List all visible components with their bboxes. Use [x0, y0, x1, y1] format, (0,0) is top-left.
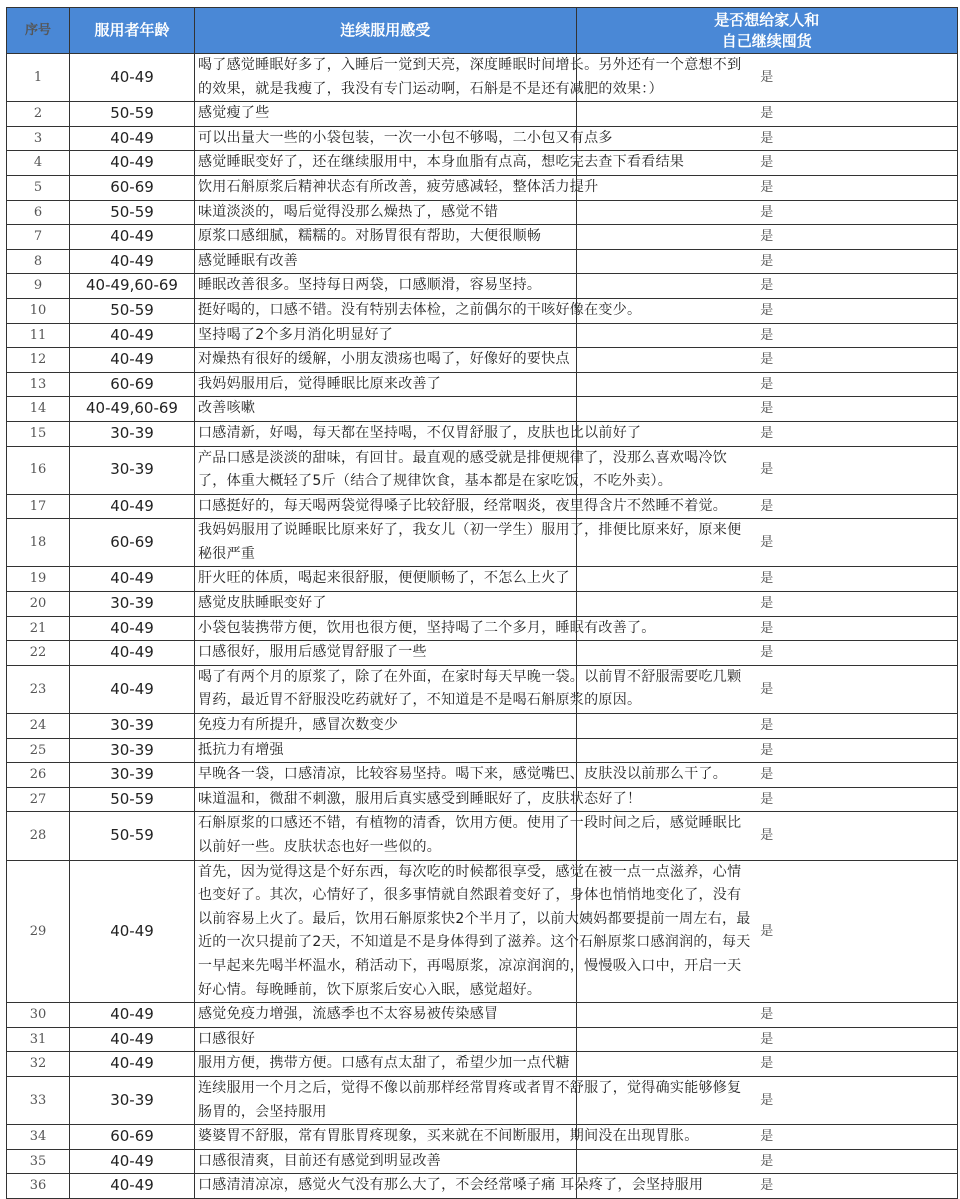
row-age: 50-59	[70, 102, 195, 127]
row-index: 31	[7, 1027, 70, 1052]
row-feedback: 我妈妈服用后，觉得睡眠比原来改善了	[195, 372, 577, 397]
row-age: 60-69	[70, 519, 195, 567]
table-row	[7, 860, 958, 1003]
table-row	[7, 519, 958, 567]
row-index: 2	[7, 102, 70, 127]
table-row	[7, 665, 958, 713]
row-age: 40-49	[70, 151, 195, 176]
row-feedback: 原浆口感细腻，糯糯的。对肠胃很有帮助，大便很顺畅	[195, 225, 577, 250]
row-repurchase: 是	[576, 860, 958, 1003]
table-row	[7, 54, 958, 102]
table-row	[7, 787, 958, 812]
table-row	[7, 812, 958, 860]
row-index: 4	[7, 151, 70, 176]
row-repurchase: 是	[576, 519, 958, 567]
row-feedback: 口感很好	[195, 1027, 577, 1052]
row-feedback: 感觉皮肤睡眠变好了	[195, 592, 577, 617]
table-row	[7, 641, 958, 666]
header-feedback: 连续服用感受	[195, 8, 577, 54]
row-index: 28	[7, 812, 70, 860]
row-age: 40-49	[70, 860, 195, 1003]
row-feedback: 坚持喝了2个多月消化明显好了	[195, 323, 577, 348]
row-age: 30-39	[70, 446, 195, 494]
row-feedback: 可以出量大一些的小袋包装，一次一小包不够喝，二小包又有点多	[195, 126, 577, 151]
row-age: 30-39	[70, 738, 195, 763]
row-feedback: 早晚各一袋，口感清凉，比较容易坚持。喝下来，感觉嘴巴、皮肤没以前那么干了。	[195, 763, 577, 788]
row-feedback: 感觉睡眠变好了，还在继续服用中，本身血脂有点高，想吃完去查下看看结果	[195, 151, 577, 176]
row-repurchase: 是	[576, 397, 958, 422]
row-index: 22	[7, 641, 70, 666]
row-feedback: 我妈妈服用了说睡眠比原来好了，我女儿（初一学生）服用了，排便比原来好，原来便 秘很严重	[195, 519, 577, 567]
table-row	[7, 274, 958, 299]
row-repurchase: 是	[576, 200, 958, 225]
row-age: 50-59	[70, 200, 195, 225]
header-index: 序号	[7, 8, 70, 54]
row-index: 12	[7, 348, 70, 373]
row-index: 20	[7, 592, 70, 617]
header-age: 服用者年龄	[70, 8, 195, 54]
row-index: 14	[7, 397, 70, 422]
row-feedback: 口感清新，好喝，每天都在坚持喝，不仅胃舒服了，皮肤也比以前好了	[195, 421, 577, 446]
row-feedback: 抵抗力有增强	[195, 738, 577, 763]
row-age: 40-49	[70, 348, 195, 373]
row-feedback: 喝了感觉睡眠好多了，入睡后一觉到天亮，深度睡眠时间增长。另外还有一个意想不到 的效果，就是我瘦了，我没有专门运动啊，石斛是不是还有减肥的效果：）	[195, 54, 577, 102]
row-index: 6	[7, 200, 70, 225]
row-age: 30-39	[70, 714, 195, 739]
row-index: 23	[7, 665, 70, 713]
row-feedback: 改善咳嗽	[195, 397, 577, 422]
row-age: 40-49	[70, 567, 195, 592]
row-age: 40-49	[70, 1174, 195, 1199]
header-repurchase: 是否想给家人和 自己继续囤货	[576, 8, 958, 54]
row-age: 40-49,60-69	[70, 397, 195, 422]
row-feedback: 睡眠改善很多。坚持每日两袋，口感顺滑，容易坚持。	[195, 274, 577, 299]
row-age: 40-49	[70, 494, 195, 519]
row-feedback: 产品口感是淡淡的甜味，有回甘。最直观的感受就是排便规律了，没那么喜欢喝冷饮 了，体重大概轻了5斤（结合了规律饮食，基本都是在家吃饭，不吃外卖）。	[195, 446, 577, 494]
row-repurchase: 是	[576, 421, 958, 446]
row-index: 21	[7, 616, 70, 641]
row-age: 40-49	[70, 126, 195, 151]
row-age: 40-49	[70, 249, 195, 274]
row-feedback: 免疫力有所提升，感冒次数变少	[195, 714, 577, 739]
row-index: 8	[7, 249, 70, 274]
row-feedback: 口感很清爽，目前还有感觉到明显改善	[195, 1149, 577, 1174]
row-age: 30-39	[70, 1076, 195, 1124]
row-repurchase: 是	[576, 323, 958, 348]
row-index: 17	[7, 494, 70, 519]
row-repurchase: 是	[576, 763, 958, 788]
row-index: 18	[7, 519, 70, 567]
row-feedback: 口感挺好的，每天喝两袋觉得嗓子比较舒服，经常咽炎，夜里得含片不然睡不着觉。	[195, 494, 577, 519]
row-repurchase: 是	[576, 812, 958, 860]
row-repurchase: 是	[576, 1003, 958, 1028]
row-index: 15	[7, 421, 70, 446]
row-repurchase: 是	[576, 102, 958, 127]
row-feedback: 味道温和，微甜不刺激，服用后真实感受到睡眠好了，皮肤状态好了！	[195, 787, 577, 812]
row-repurchase: 是	[576, 738, 958, 763]
table-row	[7, 200, 958, 225]
row-index: 29	[7, 860, 70, 1003]
table-body	[7, 54, 958, 1199]
row-index: 27	[7, 787, 70, 812]
row-age: 60-69	[70, 1125, 195, 1150]
row-feedback: 感觉免疫力增强，流感季也不太容易被传染感冒	[195, 1003, 577, 1028]
row-age: 40-49	[70, 641, 195, 666]
table-row	[7, 1174, 958, 1199]
row-age: 40-49	[70, 1003, 195, 1028]
row-index: 25	[7, 738, 70, 763]
row-repurchase: 是	[576, 1174, 958, 1199]
table-row	[7, 446, 958, 494]
row-index: 10	[7, 298, 70, 323]
row-age: 30-39	[70, 763, 195, 788]
table-row	[7, 567, 958, 592]
row-repurchase: 是	[576, 446, 958, 494]
row-index: 24	[7, 714, 70, 739]
table-row	[7, 225, 958, 250]
row-feedback: 感觉瘦了些	[195, 102, 577, 127]
table-row	[7, 323, 958, 348]
table-row	[7, 1027, 958, 1052]
row-index: 19	[7, 567, 70, 592]
row-repurchase: 是	[576, 225, 958, 250]
row-age: 60-69	[70, 372, 195, 397]
row-index: 35	[7, 1149, 70, 1174]
row-index: 7	[7, 225, 70, 250]
row-index: 26	[7, 763, 70, 788]
row-feedback: 喝了有两个月的原浆了，除了在外面，在家时每天早晚一袋。以前胃不舒服需要吃几颗 胃药，最近胃不舒服没吃药就好了，不知道是不是喝石斛原浆的原因。	[195, 665, 577, 713]
row-age: 50-59	[70, 812, 195, 860]
row-feedback: 小袋包装携带方便，饮用也很方便，坚持喝了二个多月，睡眠有改善了。	[195, 616, 577, 641]
row-age: 50-59	[70, 298, 195, 323]
row-feedback: 对燥热有很好的缓解，小朋友溃疡也喝了，好像好的要快点	[195, 348, 577, 373]
row-repurchase: 是	[576, 714, 958, 739]
row-feedback: 连续服用一个月之后，觉得不像以前那样经常胃疼或者胃不舒服了，觉得确实能够修复 肠胃的，会坚持服用	[195, 1076, 577, 1124]
table-row	[7, 421, 958, 446]
row-age: 60-69	[70, 175, 195, 200]
row-feedback: 感觉睡眠有改善	[195, 249, 577, 274]
row-repurchase: 是	[576, 592, 958, 617]
row-index: 33	[7, 1076, 70, 1124]
row-repurchase: 是	[576, 494, 958, 519]
row-repurchase: 是	[576, 54, 958, 102]
table-row	[7, 102, 958, 127]
row-age: 40-49	[70, 54, 195, 102]
row-feedback: 口感很好，服用后感觉胃舒服了一些	[195, 641, 577, 666]
row-feedback: 挺好喝的，口感不错。没有特别去体检，之前偶尔的干咳好像在变少。	[195, 298, 577, 323]
row-feedback: 婆婆胃不舒服，常有胃胀胃疼现象，买来就在不间断服用，期间没在出现胃胀。	[195, 1125, 577, 1150]
row-repurchase: 是	[576, 616, 958, 641]
row-age: 50-59	[70, 787, 195, 812]
table-row	[7, 616, 958, 641]
row-repurchase: 是	[576, 641, 958, 666]
row-repurchase: 是	[576, 1125, 958, 1150]
row-age: 40-49	[70, 225, 195, 250]
row-age: 40-49,60-69	[70, 274, 195, 299]
row-repurchase: 是	[576, 567, 958, 592]
table-row	[7, 714, 958, 739]
row-age: 40-49	[70, 665, 195, 713]
row-repurchase: 是	[576, 372, 958, 397]
table-row	[7, 397, 958, 422]
row-index: 32	[7, 1052, 70, 1077]
row-feedback: 肝火旺的体质，喝起来很舒服，便便顺畅了，不怎么上火了	[195, 567, 577, 592]
row-repurchase: 是	[576, 348, 958, 373]
row-index: 30	[7, 1003, 70, 1028]
table-row	[7, 592, 958, 617]
table-row	[7, 738, 958, 763]
row-feedback: 服用方便，携带方便。口感有点太甜了，希望少加一点代糖	[195, 1052, 577, 1077]
row-index: 3	[7, 126, 70, 151]
row-age: 40-49	[70, 1052, 195, 1077]
table-row	[7, 1076, 958, 1124]
table-row	[7, 763, 958, 788]
row-age: 40-49	[70, 1027, 195, 1052]
row-repurchase: 是	[576, 1149, 958, 1174]
row-index: 16	[7, 446, 70, 494]
row-index: 5	[7, 175, 70, 200]
row-index: 1	[7, 54, 70, 102]
table-row	[7, 1125, 958, 1150]
feedback-table	[6, 7, 958, 1199]
row-repurchase: 是	[576, 1052, 958, 1077]
row-age: 30-39	[70, 592, 195, 617]
table-row	[7, 151, 958, 176]
row-index: 36	[7, 1174, 70, 1199]
table-row	[7, 298, 958, 323]
table-row	[7, 175, 958, 200]
row-index: 9	[7, 274, 70, 299]
table-row	[7, 1052, 958, 1077]
row-age: 30-39	[70, 421, 195, 446]
table-row	[7, 494, 958, 519]
table-row	[7, 1149, 958, 1174]
table-row	[7, 348, 958, 373]
row-age: 40-49	[70, 323, 195, 348]
row-repurchase: 是	[576, 249, 958, 274]
table-row	[7, 372, 958, 397]
row-feedback: 石斛原浆的口感还不错，有植物的清香，饮用方便。使用了一段时间之后，感觉睡眠比 以前好一些。皮肤状态也好一些似的。	[195, 812, 577, 860]
row-repurchase: 是	[576, 1027, 958, 1052]
row-repurchase: 是	[576, 665, 958, 713]
row-repurchase: 是	[576, 787, 958, 812]
header-row	[7, 8, 958, 54]
table-row	[7, 1003, 958, 1028]
row-repurchase: 是	[576, 175, 958, 200]
row-repurchase: 是	[576, 298, 958, 323]
row-repurchase: 是	[576, 274, 958, 299]
row-age: 40-49	[70, 616, 195, 641]
row-repurchase: 是	[576, 151, 958, 176]
row-index: 34	[7, 1125, 70, 1150]
row-index: 11	[7, 323, 70, 348]
row-feedback: 饮用石斛原浆后精神状态有所改善，疲劳感减轻，整体活力提升	[195, 175, 577, 200]
row-repurchase: 是	[576, 1076, 958, 1124]
row-feedback: 首先，因为觉得这是个好东西，每次吃的时候都很享受，感觉在被一点一点滋养，心情 也变好了。其次，心情好了，很多事情就自然跟着变好了，身体也悄悄地变化了，没有 以前容易上火了。最后，饮用石斛原浆快2个半月了，以前大姨妈都要提前一周左右，最 近的一次只提前了2天，不知道是不是身体得到了滋养。这个石斛原浆口感润润的，每天 一早起来先喝半杯温水，稍活动下，再喝原浆，凉凉润润的，慢慢吸入口中，开启一天 好心情。每晚睡前，饮下原浆后安心入眠，感觉超好。	[195, 860, 577, 1003]
row-age: 40-49	[70, 1149, 195, 1174]
table-row	[7, 249, 958, 274]
row-repurchase: 是	[576, 126, 958, 151]
row-feedback: 味道淡淡的，喝后觉得没那么燥热了，感觉不错	[195, 200, 577, 225]
row-index: 13	[7, 372, 70, 397]
row-feedback: 口感清清凉凉，感觉火气没有那么大了，不会经常嗓子痛 耳朵疼了，会坚持服用	[195, 1174, 577, 1199]
table-row	[7, 126, 958, 151]
